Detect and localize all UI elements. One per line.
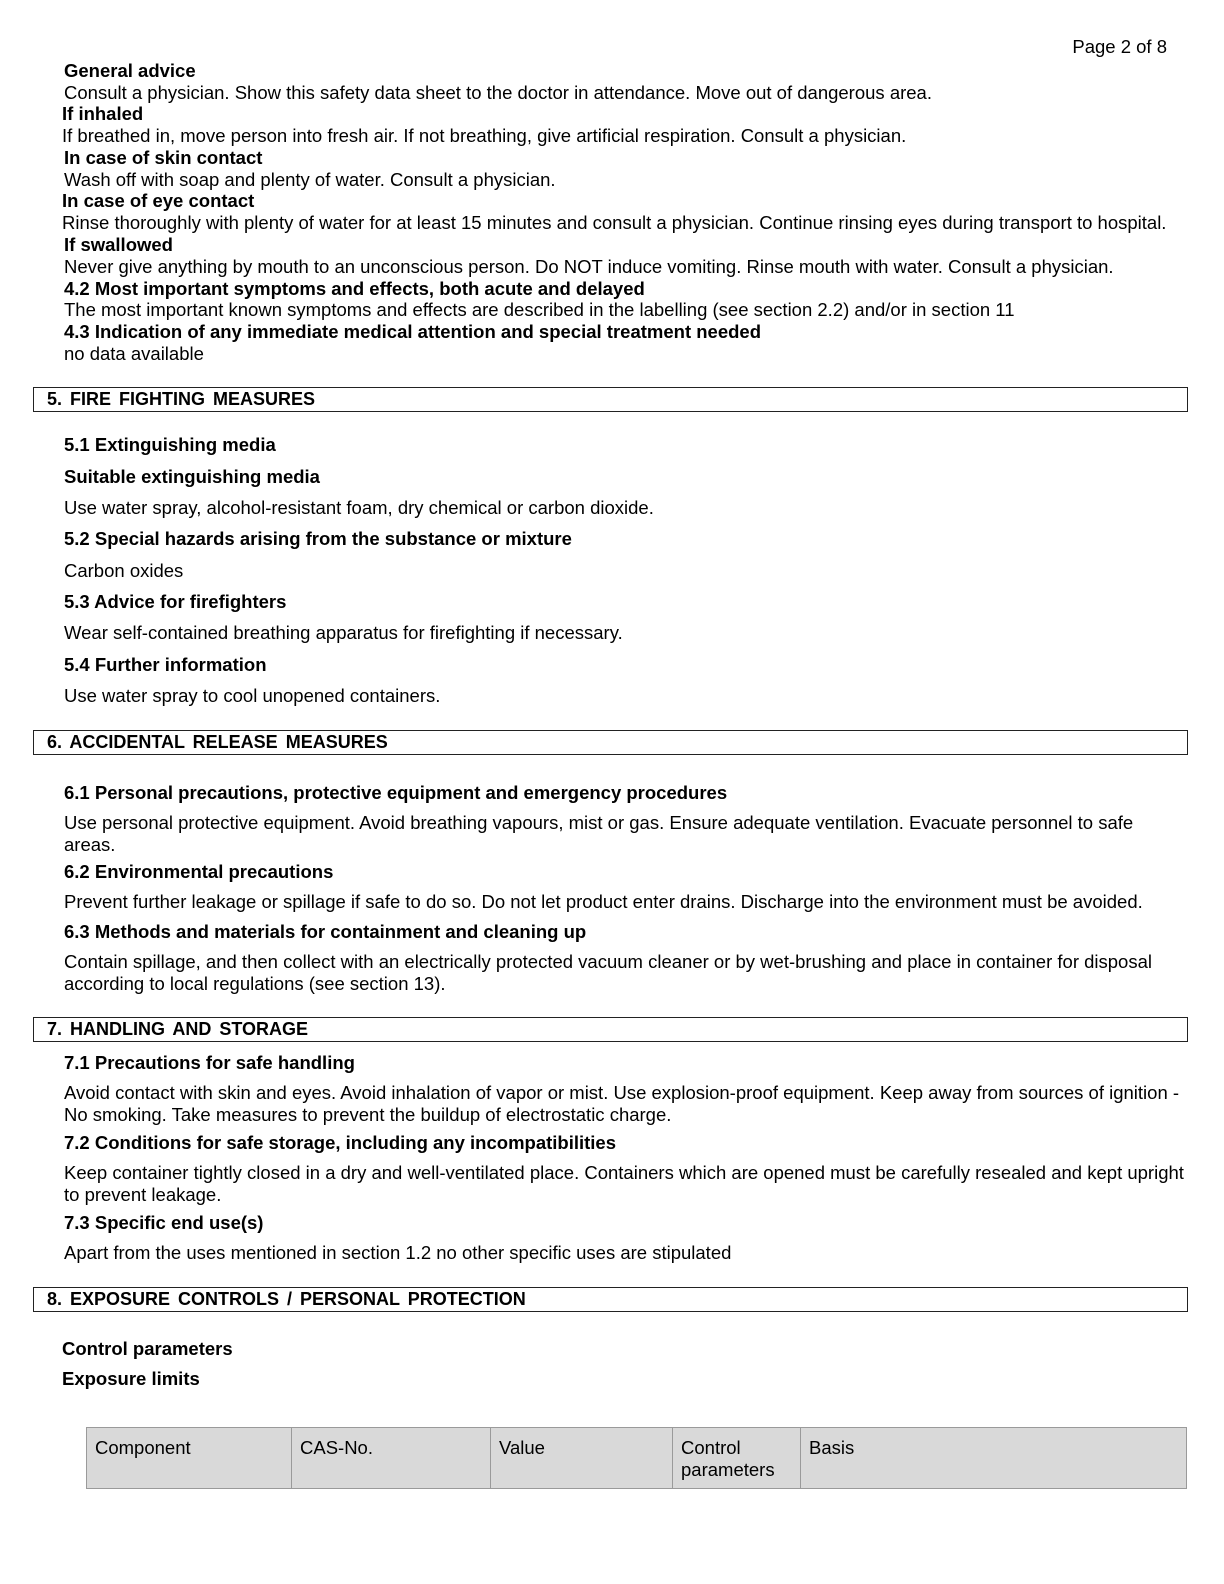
exposure-limits-table bbox=[86, 1427, 1187, 1489]
section-7-1-title: 7.1 Precautions for safe handling bbox=[64, 1052, 355, 1073]
section-4-2-text: The most important known symptoms and effects are described in the labelling (see section 2.2) and/or in section 11 bbox=[64, 299, 1015, 320]
section-6-2-text: Prevent further leakage or spillage if safe to do so. Do not let product enter drains. Discharge into the environment must be avoided. bbox=[64, 891, 1143, 912]
section-4-3-title: 4.3 Indication of any immediate medical attention and special treatment needed bbox=[64, 321, 762, 342]
general-advice-text: Consult a physician. Show this safety data sheet to the doctor in attendance. Move out of dangerous area. bbox=[64, 82, 932, 103]
section-5-header: 5. FIRE FIGHTING MEASURES bbox=[33, 387, 1188, 412]
section-5-1-title: 5.1 Extinguishing media bbox=[64, 434, 276, 455]
if-swallowed-text: Never give anything by mouth to an unconscious person. Do NOT induce vomiting. Rinse mouth with water. Consult a physician. bbox=[64, 256, 1114, 277]
if-swallowed-title: If swallowed bbox=[64, 234, 173, 255]
section-6-header: 6. ACCIDENTAL RELEASE MEASURES bbox=[33, 730, 1188, 755]
section-5-3-text: Wear self-contained breathing apparatus for firefighting if necessary. bbox=[64, 622, 623, 643]
if-inhaled-text: If breathed in, move person into fresh air. If not breathing, give artificial respiration. Consult a physician. bbox=[62, 125, 907, 146]
exposure-limits-title: Exposure limits bbox=[62, 1368, 200, 1389]
section-6-3-title: 6.3 Methods and materials for containment and cleaning up bbox=[64, 921, 587, 942]
section-5-4-text: Use water spray to cool unopened containers. bbox=[64, 685, 441, 706]
section-7-3-title: 7.3 Specific end use(s) bbox=[64, 1212, 264, 1233]
column-header-control-parameters: Control parameters bbox=[673, 1428, 801, 1489]
section-5-2-title: 5.2 Special hazards arising from the substance or mixture bbox=[64, 528, 572, 549]
column-header-cas-no: CAS-No. bbox=[292, 1428, 491, 1489]
section-5-3-title: 5.3 Advice for firefighters bbox=[64, 591, 287, 612]
section-5-4-title: 5.4 Further information bbox=[64, 654, 267, 675]
if-inhaled-title: If inhaled bbox=[62, 103, 144, 124]
eye-contact-text: Rinse thoroughly with plenty of water for at least 15 minutes and consult a physician. Continue rinsing eyes during transport to hospital. bbox=[62, 212, 1167, 233]
skin-contact-title: In case of skin contact bbox=[64, 147, 263, 168]
section-7-3-text: Apart from the uses mentioned in section 1.2 no other specific uses are stipulated bbox=[64, 1242, 732, 1263]
section-6-2-title: 6.2 Environmental precautions bbox=[64, 861, 334, 882]
section-8-header: 8. EXPOSURE CONTROLS / PERSONAL PROTECTION bbox=[33, 1287, 1188, 1312]
control-parameters-title: Control parameters bbox=[62, 1338, 233, 1359]
page-number: Page 2 of 8 bbox=[1072, 36, 1167, 57]
section-4-2-title: 4.2 Most important symptoms and effects, both acute and delayed bbox=[64, 278, 645, 299]
table-header-row bbox=[87, 1428, 1187, 1489]
section-7-1-text: Avoid contact with skin and eyes. Avoid inhalation of vapor or mist. Use explosion-proof equipment. Keep away from sources of ignition - No smoking. Take measures to prevent the buildup of electrostatic charge. bbox=[64, 1082, 1180, 1125]
skin-contact-text: Wash off with soap and plenty of water. Consult a physician. bbox=[64, 169, 556, 190]
column-header-value: Value bbox=[491, 1428, 673, 1489]
section-6-3-text: Contain spillage, and then collect with an electrically protected vacuum cleaner or by wet-brushing and place in container for disposal according to local regulations (see section 13). bbox=[64, 951, 1152, 994]
section-5-1-text: Use water spray, alcohol-resistant foam, dry chemical or carbon dioxide. bbox=[64, 497, 654, 518]
column-header-component: Component bbox=[87, 1428, 292, 1489]
general-advice-title: General advice bbox=[64, 60, 196, 81]
section-7-2-title: 7.2 Conditions for safe storage, including any incompatibilities bbox=[64, 1132, 617, 1153]
section-5-2-text: Carbon oxides bbox=[64, 560, 184, 581]
section-6-1-text: Use personal protective equipment. Avoid breathing vapours, mist or gas. Ensure adequate ventilation. Evacuate personnel to safe areas. bbox=[64, 812, 1134, 855]
column-header-basis: Basis bbox=[801, 1428, 1187, 1489]
eye-contact-title: In case of eye contact bbox=[62, 190, 255, 211]
section-7-2-text: Keep container tightly closed in a dry and well-ventilated place. Containers which are opened must be carefully resealed and kept upright to prevent leakage. bbox=[64, 1162, 1184, 1205]
section-5-1-subtitle: Suitable extinguishing media bbox=[64, 466, 320, 487]
section-4-3-text: no data available bbox=[64, 343, 204, 364]
section-7-header: 7. HANDLING AND STORAGE bbox=[33, 1017, 1188, 1042]
section-6-1-title: 6.1 Personal precautions, protective equipment and emergency procedures bbox=[64, 782, 728, 803]
